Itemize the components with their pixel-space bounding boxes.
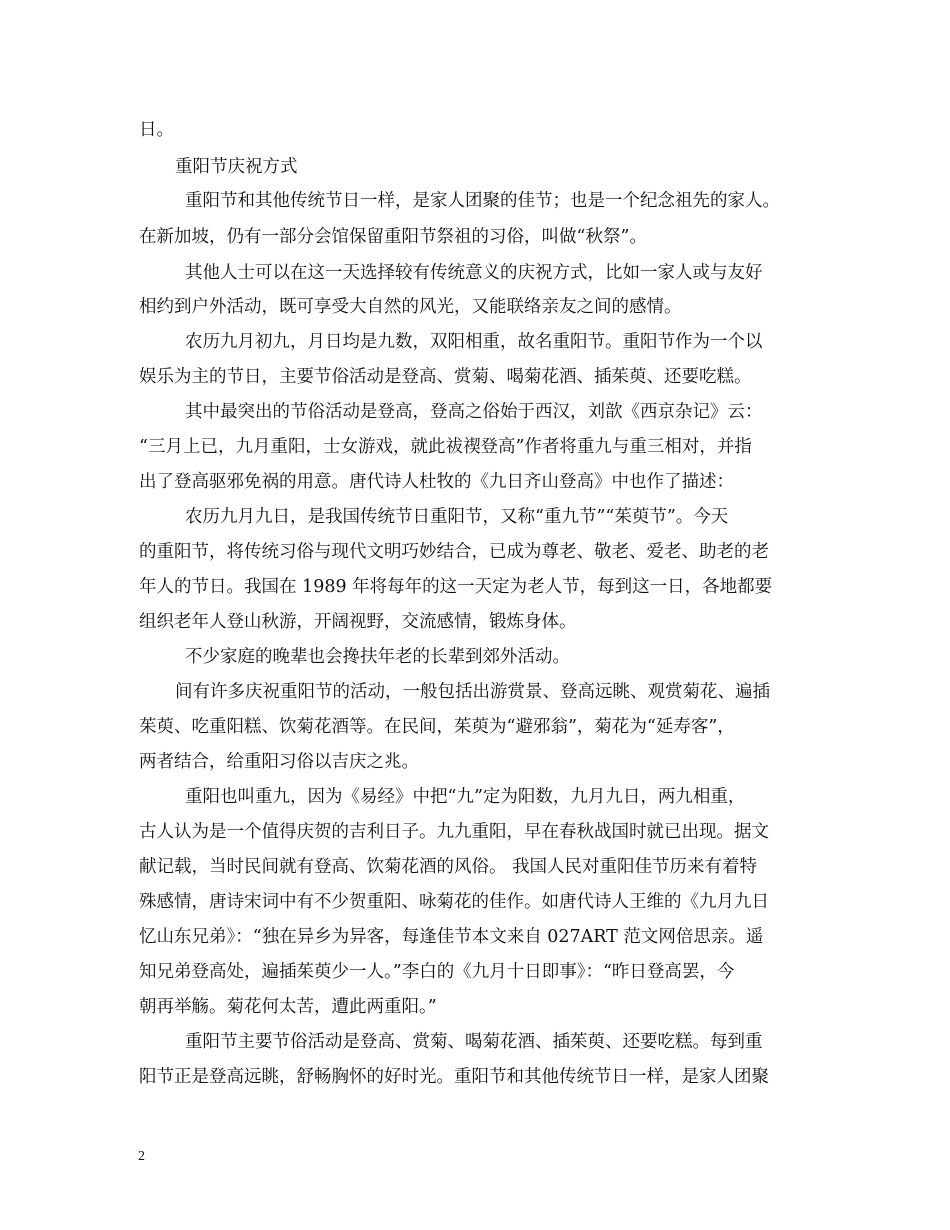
text-line: 两者结合，给重阳习俗以吉庆之兆。: [139, 752, 419, 772]
text-line: 重阳节主要节俗活动是登高、赏菊、喝菊花酒、插茱萸、还要吃糕。每到重: [185, 1032, 763, 1052]
text-line: 朝再举觞。菊花何太苦，遭此两重阳。”: [139, 997, 437, 1017]
text-line: 的重阳节，将传统习俗与现代文明巧妙结合，已成为尊老、敬老、爱老、助老的老: [139, 542, 769, 562]
text-line: 忆山东兄弟》：“独在异乡为异客，每逢佳节本文来自 027ART 范文网倍思亲。遥: [139, 927, 764, 947]
text-line: 茱萸、吃重阳糕、饮菊花酒等。在民间，茱萸为“避邪翁”，菊花为“延寿客”，: [139, 717, 735, 737]
text-line: 组织老年人登山秋游，开阔视野，交流感情，锻炼身体。: [139, 612, 577, 632]
text-line: 殊感情，唐诗宋词中有不少贺重阳、咏菊花的佳作。如唐代诗人王维的《九月九日: [139, 892, 769, 912]
text-line: 重阳也叫重九，因为《易经》中把“九”定为阳数，九月九日，两九相重，: [185, 787, 746, 807]
text-line: 其中最突出的节俗活动是登高，登高之俗始于西汉，刘歆《西京杂记》云：: [185, 402, 763, 422]
text-line: 日。: [139, 120, 174, 140]
text-line: “三月上已，九月重阳，士女游戏，就此祓禊登高”作者将重九与重三相对，并指: [139, 437, 752, 457]
text-line: 知兄弟登高处，遍插茱萸少一人。”李白的《九月十日即事》：“昨日登高罢，今: [139, 962, 735, 982]
text-line: 阳节正是登高远眺，舒畅胸怀的好时光。重阳节和其他传统节日一样，是家人团聚: [139, 1067, 769, 1087]
text-line: 间有许多庆祝重阳节的活动，一般包括出游赏景、登高远眺、观赏菊花、遍插: [175, 682, 770, 702]
text-line: 其他人士可以在这一天选择较有传统意义的庆祝方式，比如一家人或与友好: [185, 263, 763, 283]
text-line: 不少家庭的晚辈也会搀扶年老的长辈到郊外活动。: [185, 647, 570, 667]
text-line: 出了登高驱邪免祸的用意。唐代诗人杜牧的《九日齐山登高》中也作了描述：: [139, 472, 734, 492]
text-line: 古人认为是一个值得庆贺的吉利日子。九九重阳，早在春秋战国时就已出现。据文: [139, 822, 769, 842]
text-line: 相约到户外活动，既可享受大自然的风光，又能联络亲友之间的感情。: [139, 297, 682, 317]
text-line: 献记载，当时民间就有登高、饮菊花酒的风俗。 我国人民对重阳佳节历来有着特: [139, 857, 758, 877]
section-heading: 重阳节庆祝方式: [175, 157, 298, 177]
text-line: 农历九月初九，月日均是九数，双阳相重，故名重阳节。重阳节作为一个以: [185, 332, 763, 352]
text-line: 年人的节日。我国在 1989 年将每年的这一天定为老人节，每到这一日，各地都要: [139, 577, 773, 597]
text-line: 重阳节和其他传统节日一样，是家人团聚的佳节；也是一个纪念祖先的家人。: [185, 191, 780, 211]
page-number: 2: [138, 1149, 145, 1164]
text-line: 娱乐为主的节日，主要节俗活动是登高、赏菊、喝菊花酒、插茱萸、还要吃糕。: [139, 367, 752, 387]
text-line: 在新加坡，仍有一部分会馆保留重阳节祭祖的习俗，叫做“秋祭”。: [139, 227, 647, 247]
text-line: 农历九月九日，是我国传统节日重阳节，又称“重九节”“茱萸节”。今天: [185, 507, 729, 527]
